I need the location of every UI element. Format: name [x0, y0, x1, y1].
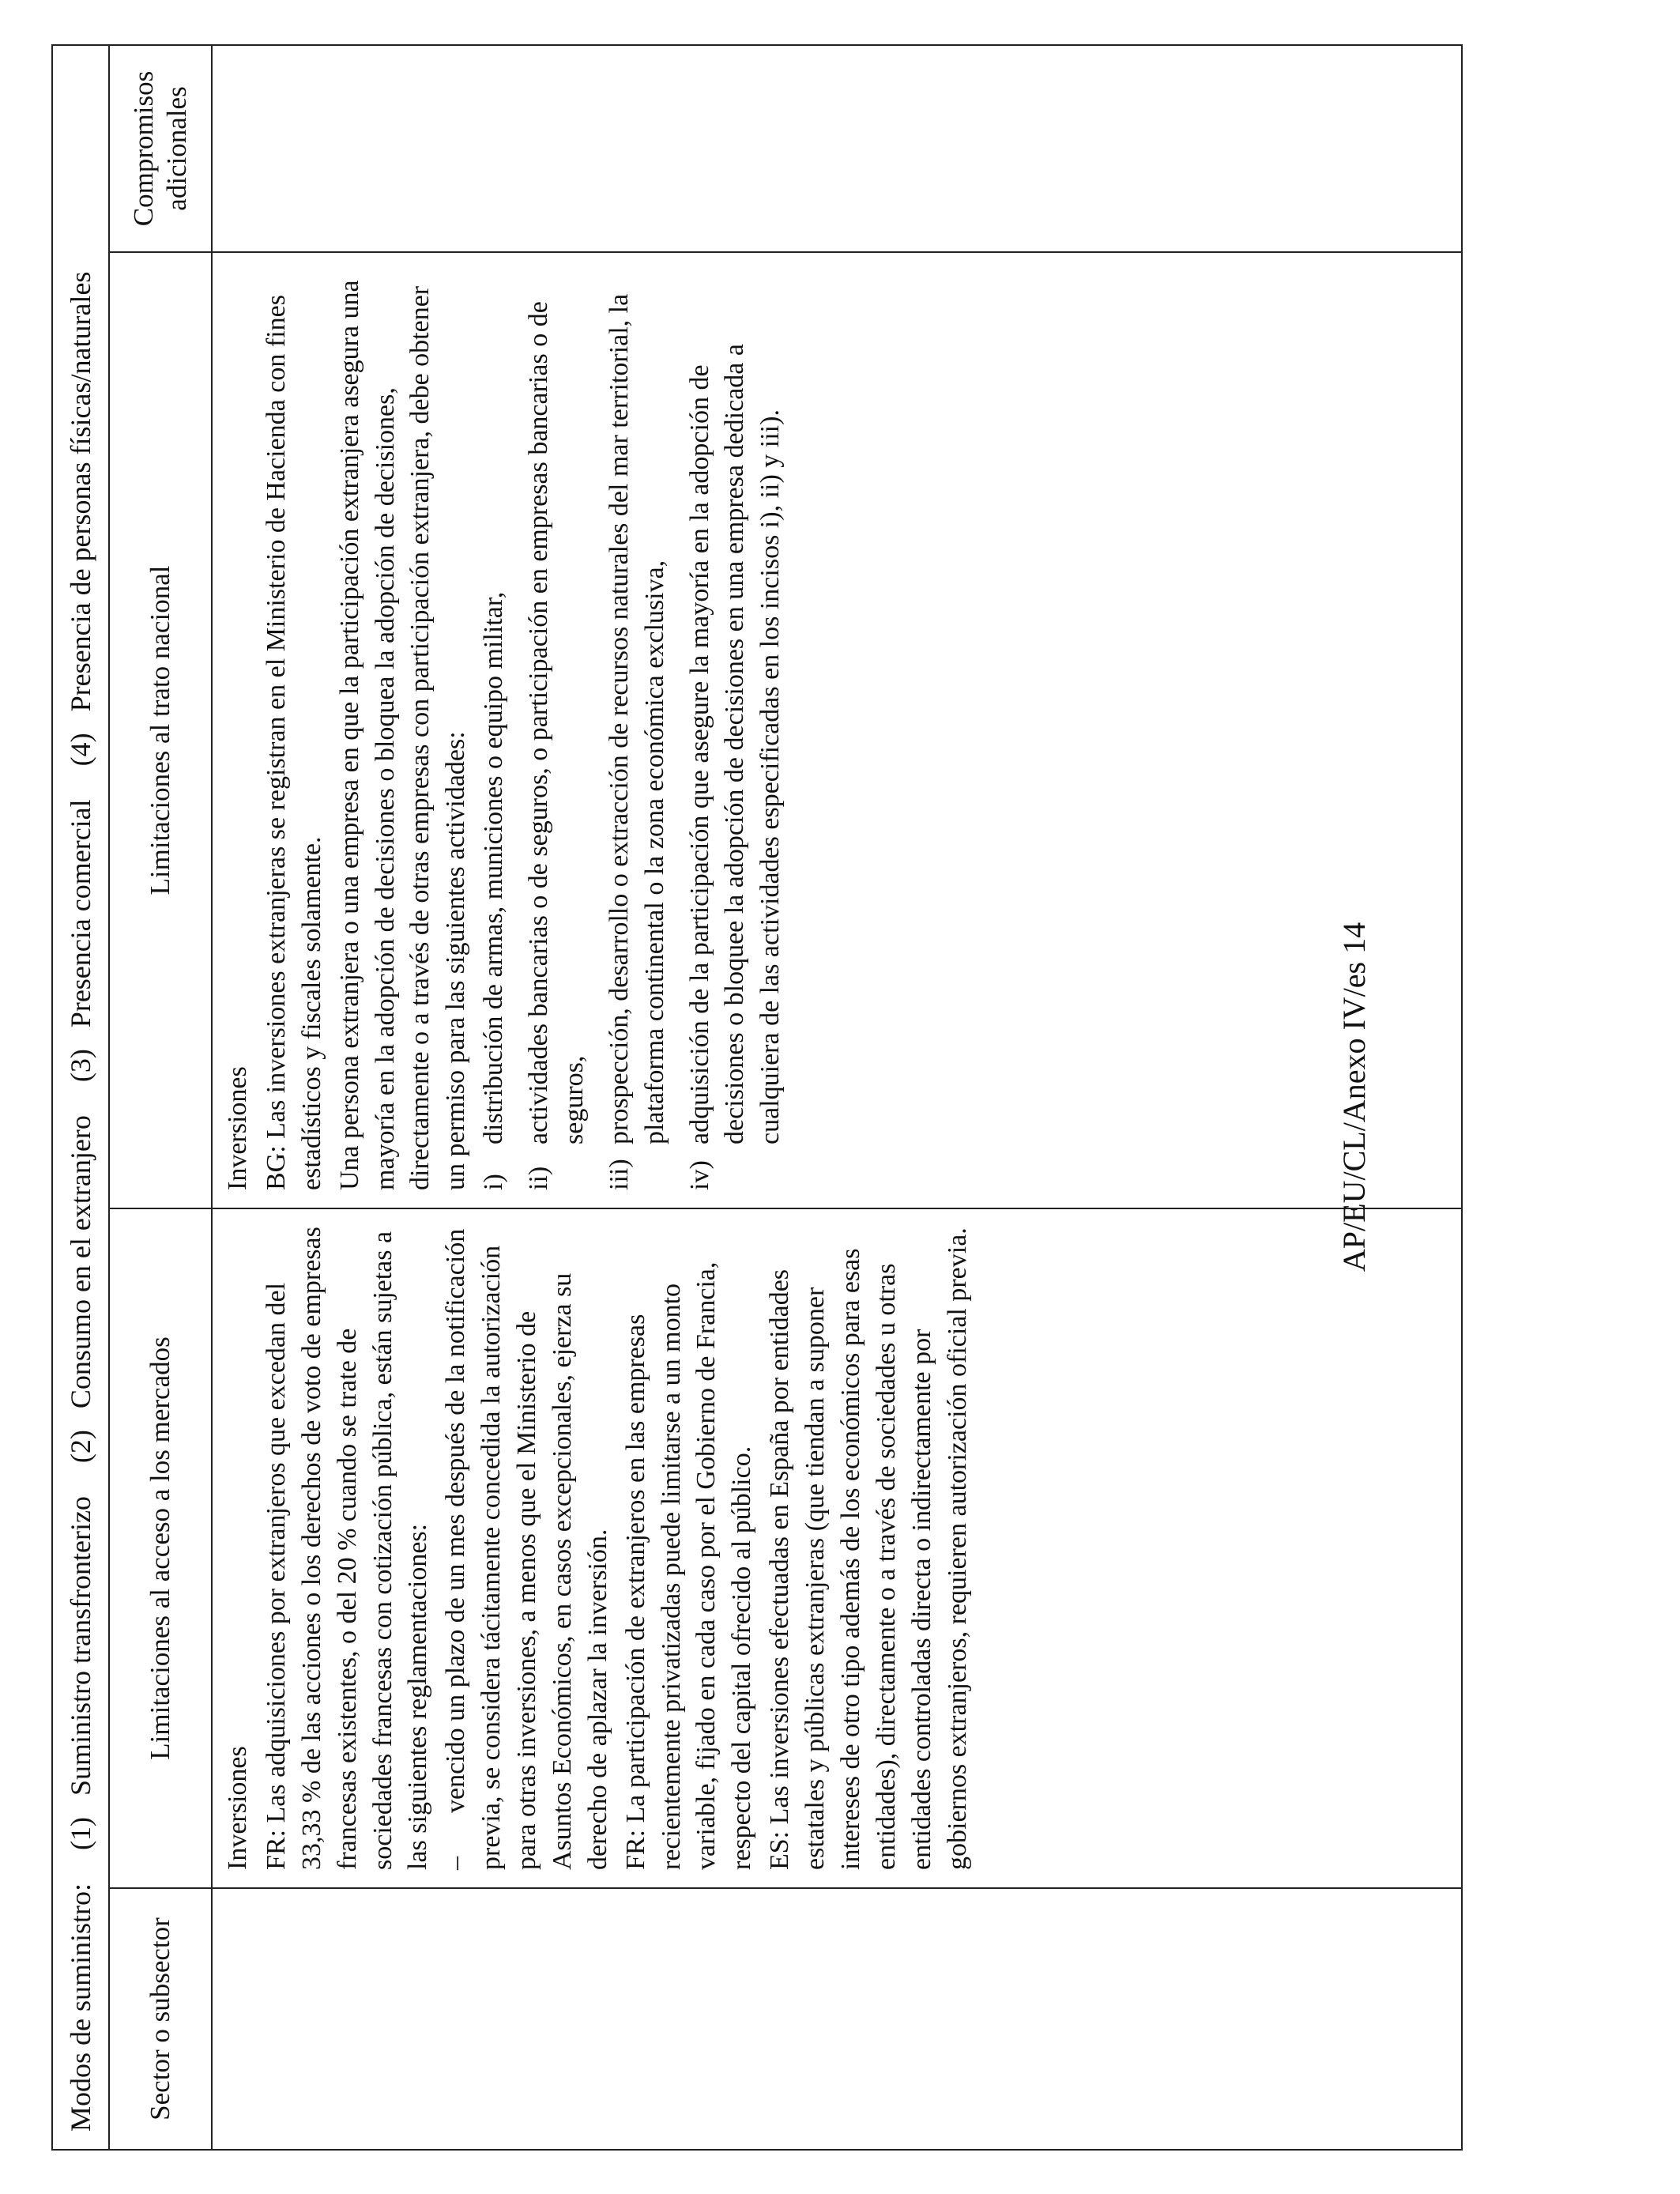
mode-1-number: (1) [65, 1817, 96, 1850]
sector-cell [212, 1888, 1461, 2149]
market-access-dash-item [439, 1227, 616, 1870]
mode-1 [64, 1496, 97, 1850]
list-item-text: prospección, desarrollo o extracción de recursos naturales del mar territorial, la plataforma continental o la zona económica exclusiva, [604, 293, 669, 1144]
mode-4-label: Presencia de personas físicas/naturales [65, 271, 96, 712]
mode-3 [64, 799, 97, 1082]
additional-commitments-cell [212, 46, 1461, 252]
list-marker: i) [479, 1174, 509, 1190]
mode-3-label: Presencia comercial [65, 799, 96, 1028]
mode-2-label: Consumo en el extranjero [65, 1115, 96, 1409]
list-marker: ii) [524, 1166, 553, 1190]
list-item [602, 270, 673, 1190]
national-treatment-bg-2: Una persona extranjera o una empresa en que la participación extranjera asegura una mayoría en la adopción de decisiones o bloquea la adopción de decisiones, directamente o a través de otras empresas con participación extranjera, debe obtener un permiso para las siguientes actividades: [334, 280, 471, 1190]
list-item-text: actividades bancarias o de seguros, o participación en empresas bancarias o de seguros, [524, 301, 589, 1144]
mode-3-number: (3) [65, 1049, 96, 1083]
mode-4-number: (4) [65, 733, 96, 767]
list-item-text: distribución de armas, municiones o equipo militar, [479, 591, 509, 1144]
table-row [212, 46, 1461, 2149]
mode-4 [64, 272, 97, 767]
mode-2 [64, 1115, 97, 1463]
column-header-national-treatment: Limitaciones al trato nacional [110, 252, 212, 1208]
national-treatment-heading: Inversiones [223, 1066, 252, 1190]
column-header-sector: Sector o subsector [110, 1888, 212, 2149]
table-header-row [110, 46, 212, 2149]
market-access-es: ES: Las inversiones efectuadas en España por entidades estatales y públicas extranjeras (que tiendan a suponer intereses de otro tipo además de los económicos para esas entidades), directamente o a través de sociedades u otras entidades controladas directa o indirectamente por gobiernos extranjeros, requieren autorización oficial previa. [765, 1227, 972, 1870]
national-treatment-bg-1: BG: Las inversiones extranjeras se registran en el Ministerio de Hacienda con fines estadísticos y fiscales solamente. [261, 295, 326, 1190]
modes-label: Modos de suministro: [65, 1883, 96, 2132]
modes-of-supply-row [53, 46, 110, 2149]
market-access-cell [212, 1208, 1461, 1888]
list-item [477, 270, 512, 1190]
market-access-fr-1: FR: Las adquisiciones por extranjeros que excedan del 33,33 % de las acciones o los derechos de voto de empresas francesas existentes, o del 20 % cuando se trate de sociedades francesas con cotización pública, están sujetas a las siguientes reglamentaciones: [261, 1227, 433, 1870]
dash-marker: – [441, 1857, 471, 1870]
list-marker: iii) [604, 1159, 634, 1190]
mode-1-label: Suministro transfronterizo [65, 1496, 96, 1796]
mode-2-number: (2) [65, 1430, 96, 1464]
commitments-table [110, 46, 1461, 2149]
national-treatment-cell [212, 252, 1461, 1208]
list-item [522, 270, 593, 1190]
list-item-text: adquisición de la participación que asegure la mayoría en la adopción de decisiones o bloquee la adopción de decisiones en una empresa dedicada a cualquiera de las actividades especificadas en los incisos i), ii) y iii). [684, 344, 785, 1144]
page-footer: AP/EU/CL/Anexo IV/es 14 [1336, 922, 1372, 1272]
activities-list [477, 270, 789, 1190]
list-marker: iv) [684, 1160, 714, 1190]
market-access-fr-2: FR: La participación de extranjeros en las empresas recientemente privatizadas puede limitarse a un monto variable, fijado en cada caso por el Gobierno de Francia, respecto del capital ofrecido al público. [620, 1261, 757, 1870]
column-header-additional-commitments: Compromisos adicionales [110, 46, 212, 252]
market-access-heading: Inversiones [223, 1746, 252, 1870]
column-header-market-access: Limitaciones al acceso a los mercados [110, 1208, 212, 1888]
list-item [683, 270, 789, 1190]
schedule-sheet [51, 44, 1463, 2151]
dash-item-text: vencido un plazo de un mes después de la notificación previa, se considera tácitamente concedida la autorización para otras inversiones, a menos que el Ministerio de Asuntos Económicos, en casos excepcionales, ejerza su derecho de aplazar la inversión. [441, 1228, 612, 1870]
